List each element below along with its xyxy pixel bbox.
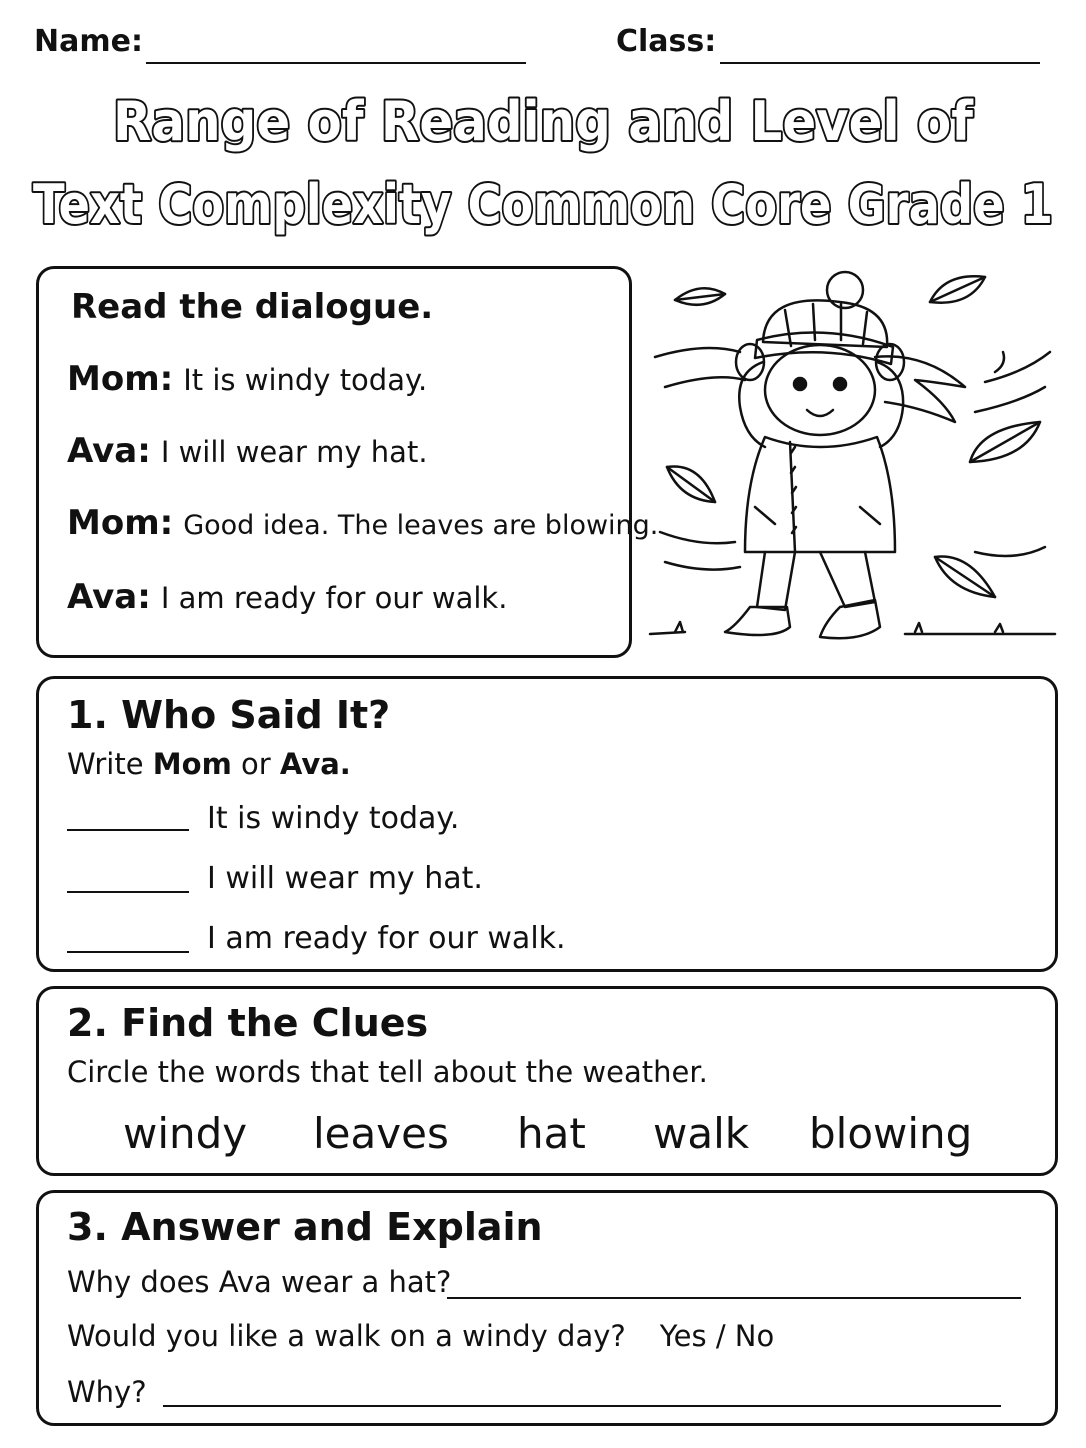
dialogue-text: Good idea. The leaves are blowing. <box>183 510 659 541</box>
dialogue-heading: Read the dialogue. <box>71 287 434 327</box>
quote-text: It is windy today. <box>207 801 460 836</box>
worksheet-title <box>0 80 1086 240</box>
question-3: Why? <box>67 1375 147 1409</box>
dialogue-line <box>67 431 428 471</box>
instruction-text: Write <box>67 747 144 781</box>
question-2-text: Would you like a walk on a windy day? <box>67 1319 626 1353</box>
section-1-heading: 1. Who Said It? <box>67 693 391 737</box>
section-2-instruction: Circle the words that tell about the weather. <box>67 1055 708 1089</box>
dialogue-speaker: Mom: <box>67 359 174 399</box>
clue-word[interactable]: windy <box>123 1109 248 1158</box>
section-answer-and-explain <box>36 1190 1058 1426</box>
dialogue-text: I will wear my hat. <box>160 435 428 469</box>
instruction-option-ava: Ava. <box>279 747 351 781</box>
name-field[interactable] <box>146 62 526 64</box>
class-field[interactable] <box>720 62 1040 64</box>
dialogue-text: It is windy today. <box>183 363 428 397</box>
dialogue-box <box>36 266 659 658</box>
dialogue-speaker: Ava: <box>67 577 151 617</box>
dialogue-line <box>67 503 658 543</box>
dialogue-line <box>67 359 427 399</box>
section-who-said-it <box>36 676 1058 972</box>
girl-in-wind-icon <box>645 262 1065 662</box>
dialogue-line <box>67 577 507 617</box>
answer-line[interactable] <box>447 1297 1021 1299</box>
section-find-the-clues <box>36 986 1058 1176</box>
answer-line[interactable] <box>163 1405 1001 1407</box>
section-3-heading: 3. Answer and Explain <box>67 1205 543 1249</box>
dialogue-speaker: Mom: <box>67 503 174 543</box>
leaf-icon <box>667 466 715 502</box>
title-line-2: Text Complexity Common Core Grade 1 <box>33 173 1053 236</box>
answer-blank[interactable] <box>67 891 189 893</box>
leaf-icon <box>930 276 985 302</box>
answer-blank[interactable] <box>67 951 189 953</box>
answer-blank[interactable] <box>67 829 189 831</box>
question-1: Why does Ava wear a hat? <box>67 1265 452 1299</box>
leaf-icon <box>675 288 725 305</box>
name-label: Name: <box>34 24 143 59</box>
instruction-option-mom: Mom <box>152 747 232 781</box>
question-2 <box>67 1319 774 1353</box>
section-2-heading: 2. Find the Clues <box>67 1001 429 1045</box>
section-1-instruction <box>67 747 351 781</box>
title-line-1: Range of Reading and Level of <box>113 90 974 153</box>
quote-text: I am ready for our walk. <box>207 921 566 956</box>
clue-word[interactable]: walk <box>653 1109 750 1158</box>
instruction-text: or <box>241 747 271 781</box>
dialogue-text: I am ready for our walk. <box>160 581 508 615</box>
yes-no-options[interactable]: Yes / No <box>659 1319 775 1353</box>
leaf-icon <box>935 557 995 598</box>
clue-word[interactable]: hat <box>517 1109 586 1158</box>
quote-text: I will wear my hat. <box>207 861 483 896</box>
leaf-icon <box>970 422 1040 462</box>
clue-word[interactable]: leaves <box>313 1109 449 1158</box>
class-label: Class: <box>616 24 717 59</box>
clue-word[interactable]: blowing <box>809 1109 973 1158</box>
dialogue-speaker: Ava: <box>67 431 151 471</box>
